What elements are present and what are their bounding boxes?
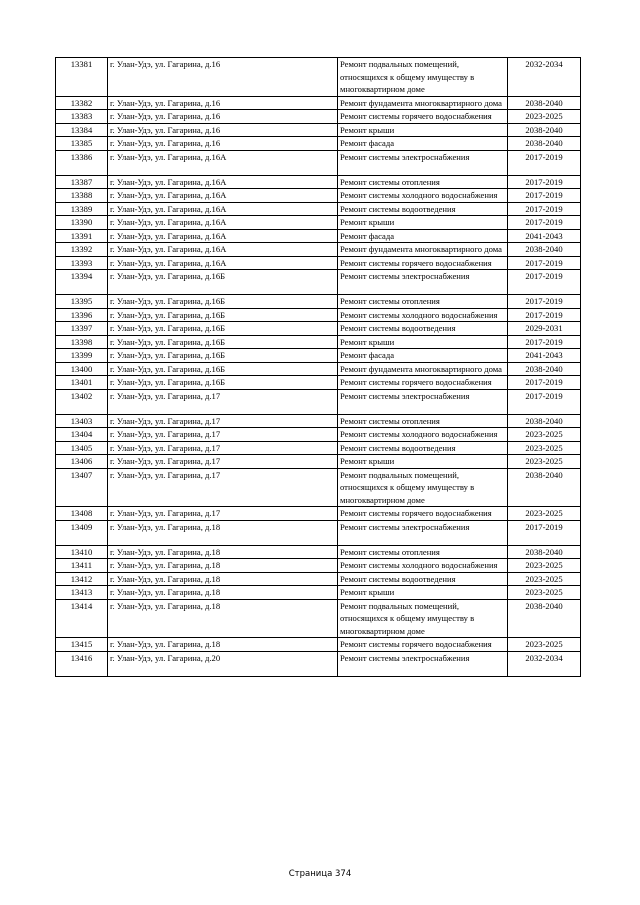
address-cell: г. Улан-Удэ, ул. Гагарина, д.16 xyxy=(108,137,338,151)
address-cell: г. Улан-Удэ, ул. Гагарина, д.18 xyxy=(108,545,338,559)
address-cell: г. Улан-Удэ, ул. Гагарина, д.16Б xyxy=(108,362,338,376)
years-cell: 2017-2019 xyxy=(508,308,581,322)
work-type-cell: Ремонт крыши xyxy=(338,335,508,349)
work-type-cell: Ремонт фундамента многоквартирного дома xyxy=(338,362,508,376)
table-row xyxy=(56,335,581,349)
row-number-cell: 13385 xyxy=(56,137,108,151)
years-cell: 2017-2019 xyxy=(508,256,581,270)
table-row xyxy=(56,599,581,638)
work-type-cell: Ремонт системы электроснабжения xyxy=(338,270,508,295)
years-cell: 2017-2019 xyxy=(508,520,581,545)
work-type-cell: Ремонт крыши xyxy=(338,455,508,469)
address-cell: г. Улан-Удэ, ул. Гагарина, д.16А xyxy=(108,175,338,189)
address-cell: г. Улан-Удэ, ул. Гагарина, д.16Б xyxy=(108,270,338,295)
table-row xyxy=(56,455,581,469)
years-cell: 2017-2019 xyxy=(508,376,581,390)
row-number-cell: 13389 xyxy=(56,202,108,216)
row-number-cell: 13386 xyxy=(56,150,108,175)
table-body xyxy=(56,58,581,677)
address-cell: г. Улан-Удэ, ул. Гагарина, д.18 xyxy=(108,559,338,573)
page-number: Страница 374 xyxy=(288,869,352,879)
address-cell: г. Улан-Удэ, ул. Гагарина, д.17 xyxy=(108,441,338,455)
years-cell: 2023-2025 xyxy=(508,507,581,521)
address-cell: г. Улан-Удэ, ул. Гагарина, д.18 xyxy=(108,599,338,638)
years-cell: 2017-2019 xyxy=(508,389,581,414)
work-type-cell: Ремонт системы горячего водоснабжения xyxy=(338,376,508,390)
years-cell: 2038-2040 xyxy=(508,243,581,257)
work-type-cell: Ремонт подвальных помещений, относящихся к общему имуществу в многоквартирном доме xyxy=(338,599,508,638)
work-type-cell: Ремонт системы отопления xyxy=(338,414,508,428)
table-row xyxy=(56,58,581,97)
table-row xyxy=(56,572,581,586)
years-cell: 2041-2043 xyxy=(508,349,581,363)
address-cell: г. Улан-Удэ, ул. Гагарина, д.16А xyxy=(108,216,338,230)
row-number-cell: 13382 xyxy=(56,96,108,110)
table-row xyxy=(56,110,581,124)
work-type-cell: Ремонт системы электроснабжения xyxy=(338,651,508,676)
years-cell: 2023-2025 xyxy=(508,638,581,652)
work-type-cell: Ремонт подвальных помещений, относящихся к общему имуществу в многоквартирном доме xyxy=(338,58,508,97)
work-type-cell: Ремонт системы холодного водоснабжения xyxy=(338,189,508,203)
years-cell: 2038-2040 xyxy=(508,545,581,559)
years-cell: 2023-2025 xyxy=(508,572,581,586)
address-cell: г. Улан-Удэ, ул. Гагарина, д.16Б xyxy=(108,376,338,390)
address-cell: г. Улан-Удэ, ул. Гагарина, д.17 xyxy=(108,468,338,507)
table-row xyxy=(56,559,581,573)
row-number-cell: 13393 xyxy=(56,256,108,270)
years-cell: 2017-2019 xyxy=(508,189,581,203)
table-row xyxy=(56,243,581,257)
work-type-cell: Ремонт системы водоотведения xyxy=(338,572,508,586)
address-cell: г. Улан-Удэ, ул. Гагарина, д.16Б xyxy=(108,335,338,349)
years-cell: 2038-2040 xyxy=(508,468,581,507)
table-row xyxy=(56,229,581,243)
years-cell: 2017-2019 xyxy=(508,216,581,230)
address-cell: г. Улан-Удэ, ул. Гагарина, д.18 xyxy=(108,520,338,545)
repair-schedule-table xyxy=(55,57,581,677)
years-cell: 2038-2040 xyxy=(508,599,581,638)
years-cell: 2017-2019 xyxy=(508,295,581,309)
address-cell: г. Улан-Удэ, ул. Гагарина, д.17 xyxy=(108,455,338,469)
table-row xyxy=(56,389,581,414)
row-number-cell: 13401 xyxy=(56,376,108,390)
years-cell: 2017-2019 xyxy=(508,175,581,189)
row-number-cell: 13402 xyxy=(56,389,108,414)
row-number-cell: 13390 xyxy=(56,216,108,230)
row-number-cell: 13416 xyxy=(56,651,108,676)
table-row xyxy=(56,308,581,322)
years-cell: 2017-2019 xyxy=(508,335,581,349)
row-number-cell: 13388 xyxy=(56,189,108,203)
table-row xyxy=(56,638,581,652)
table-row xyxy=(56,468,581,507)
address-cell: г. Улан-Удэ, ул. Гагарина, д.18 xyxy=(108,586,338,600)
table-row xyxy=(56,216,581,230)
address-cell: г. Улан-Удэ, ул. Гагарина, д.16Б xyxy=(108,295,338,309)
address-cell: г. Улан-Удэ, ул. Гагарина, д.17 xyxy=(108,389,338,414)
row-number-cell: 13397 xyxy=(56,322,108,336)
row-number-cell: 13392 xyxy=(56,243,108,257)
address-cell: г. Улан-Удэ, ул. Гагарина, д.17 xyxy=(108,428,338,442)
years-cell: 2032-2034 xyxy=(508,58,581,97)
table-row xyxy=(56,414,581,428)
work-type-cell: Ремонт системы электроснабжения xyxy=(338,389,508,414)
address-cell: г. Улан-Удэ, ул. Гагарина, д.16 xyxy=(108,123,338,137)
work-type-cell: Ремонт системы водоотведения xyxy=(338,322,508,336)
table-row xyxy=(56,295,581,309)
years-cell: 2038-2040 xyxy=(508,414,581,428)
address-cell: г. Улан-Удэ, ул. Гагарина, д.16 xyxy=(108,110,338,124)
work-type-cell: Ремонт фасада xyxy=(338,229,508,243)
work-type-cell: Ремонт системы отопления xyxy=(338,295,508,309)
table-row xyxy=(56,175,581,189)
table-row xyxy=(56,545,581,559)
row-number-cell: 13398 xyxy=(56,335,108,349)
years-cell: 2038-2040 xyxy=(508,137,581,151)
table-row xyxy=(56,428,581,442)
row-number-cell: 13395 xyxy=(56,295,108,309)
work-type-cell: Ремонт фундамента многоквартирного дома xyxy=(338,96,508,110)
work-type-cell: Ремонт системы отопления xyxy=(338,545,508,559)
work-type-cell: Ремонт системы горячего водоснабжения xyxy=(338,110,508,124)
work-type-cell: Ремонт крыши xyxy=(338,123,508,137)
work-type-cell: Ремонт крыши xyxy=(338,586,508,600)
address-cell: г. Улан-Удэ, ул. Гагарина, д.20 xyxy=(108,651,338,676)
address-cell: г. Улан-Удэ, ул. Гагарина, д.16А xyxy=(108,202,338,216)
row-number-cell: 13411 xyxy=(56,559,108,573)
table-row xyxy=(56,586,581,600)
work-type-cell: Ремонт системы холодного водоснабжения xyxy=(338,308,508,322)
address-cell: г. Улан-Удэ, ул. Гагарина, д.16А xyxy=(108,189,338,203)
row-number-cell: 13405 xyxy=(56,441,108,455)
row-number-cell: 13415 xyxy=(56,638,108,652)
work-type-cell: Ремонт системы электроснабжения xyxy=(338,520,508,545)
work-type-cell: Ремонт подвальных помещений, относящихся к общему имуществу в многоквартирном доме xyxy=(338,468,508,507)
address-cell: г. Улан-Удэ, ул. Гагарина, д.16А xyxy=(108,243,338,257)
table-row xyxy=(56,322,581,336)
years-cell: 2038-2040 xyxy=(508,96,581,110)
table-row xyxy=(56,507,581,521)
address-cell: г. Улан-Удэ, ул. Гагарина, д.17 xyxy=(108,507,338,521)
row-number-cell: 13400 xyxy=(56,362,108,376)
row-number-cell: 13384 xyxy=(56,123,108,137)
row-number-cell: 13391 xyxy=(56,229,108,243)
table-row xyxy=(56,651,581,676)
row-number-cell: 13412 xyxy=(56,572,108,586)
row-number-cell: 13409 xyxy=(56,520,108,545)
row-number-cell: 13414 xyxy=(56,599,108,638)
table-row xyxy=(56,349,581,363)
row-number-cell: 13403 xyxy=(56,414,108,428)
work-type-cell: Ремонт фасада xyxy=(338,137,508,151)
table-row xyxy=(56,270,581,295)
row-number-cell: 13394 xyxy=(56,270,108,295)
years-cell: 2017-2019 xyxy=(508,270,581,295)
years-cell: 2038-2040 xyxy=(508,362,581,376)
work-type-cell: Ремонт системы горячего водоснабжения xyxy=(338,256,508,270)
address-cell: г. Улан-Удэ, ул. Гагарина, д.17 xyxy=(108,414,338,428)
work-type-cell: Ремонт системы горячего водоснабжения xyxy=(338,507,508,521)
work-type-cell: Ремонт системы горячего водоснабжения xyxy=(338,638,508,652)
years-cell: 2041-2043 xyxy=(508,229,581,243)
years-cell: 2023-2025 xyxy=(508,586,581,600)
row-number-cell: 13387 xyxy=(56,175,108,189)
row-number-cell: 13406 xyxy=(56,455,108,469)
years-cell: 2032-2034 xyxy=(508,651,581,676)
address-cell: г. Улан-Удэ, ул. Гагарина, д.18 xyxy=(108,572,338,586)
address-cell: г. Улан-Удэ, ул. Гагарина, д.16А xyxy=(108,229,338,243)
row-number-cell: 13383 xyxy=(56,110,108,124)
work-type-cell: Ремонт фасада xyxy=(338,349,508,363)
years-cell: 2023-2025 xyxy=(508,455,581,469)
work-type-cell: Ремонт системы электроснабжения xyxy=(338,150,508,175)
years-cell: 2023-2025 xyxy=(508,441,581,455)
address-cell: г. Улан-Удэ, ул. Гагарина, д.16Б xyxy=(108,322,338,336)
table-row xyxy=(56,256,581,270)
work-type-cell: Ремонт системы холодного водоснабжения xyxy=(338,428,508,442)
table-row xyxy=(56,520,581,545)
work-type-cell: Ремонт фундамента многоквартирного дома xyxy=(338,243,508,257)
table-row xyxy=(56,441,581,455)
years-cell: 2029-2031 xyxy=(508,322,581,336)
row-number-cell: 13399 xyxy=(56,349,108,363)
years-cell: 2023-2025 xyxy=(508,559,581,573)
work-type-cell: Ремонт системы водоотведения xyxy=(338,441,508,455)
row-number-cell: 13407 xyxy=(56,468,108,507)
table-row xyxy=(56,362,581,376)
work-type-cell: Ремонт крыши xyxy=(338,216,508,230)
table-row xyxy=(56,150,581,175)
address-cell: г. Улан-Удэ, ул. Гагарина, д.18 xyxy=(108,638,338,652)
row-number-cell: 13410 xyxy=(56,545,108,559)
address-cell: г. Улан-Удэ, ул. Гагарина, д.16А xyxy=(108,256,338,270)
work-type-cell: Ремонт системы отопления xyxy=(338,175,508,189)
table-row xyxy=(56,123,581,137)
years-cell: 2023-2025 xyxy=(508,428,581,442)
row-number-cell: 13408 xyxy=(56,507,108,521)
row-number-cell: 13381 xyxy=(56,58,108,97)
row-number-cell: 13413 xyxy=(56,586,108,600)
table-row xyxy=(56,376,581,390)
address-cell: г. Улан-Удэ, ул. Гагарина, д.16А xyxy=(108,150,338,175)
years-cell: 2023-2025 xyxy=(508,110,581,124)
address-cell: г. Улан-Удэ, ул. Гагарина, д.16 xyxy=(108,96,338,110)
row-number-cell: 13404 xyxy=(56,428,108,442)
years-cell: 2017-2019 xyxy=(508,202,581,216)
row-number-cell: 13396 xyxy=(56,308,108,322)
address-cell: г. Улан-Удэ, ул. Гагарина, д.16Б xyxy=(108,308,338,322)
address-cell: г. Улан-Удэ, ул. Гагарина, д.16Б xyxy=(108,349,338,363)
work-type-cell: Ремонт системы холодного водоснабжения xyxy=(338,559,508,573)
years-cell: 2038-2040 xyxy=(508,123,581,137)
table-row xyxy=(56,96,581,110)
years-cell: 2017-2019 xyxy=(508,150,581,175)
table-row xyxy=(56,189,581,203)
table-row xyxy=(56,137,581,151)
address-cell: г. Улан-Удэ, ул. Гагарина, д.16 xyxy=(108,58,338,97)
table-row xyxy=(56,202,581,216)
work-type-cell: Ремонт системы водоотведения xyxy=(338,202,508,216)
